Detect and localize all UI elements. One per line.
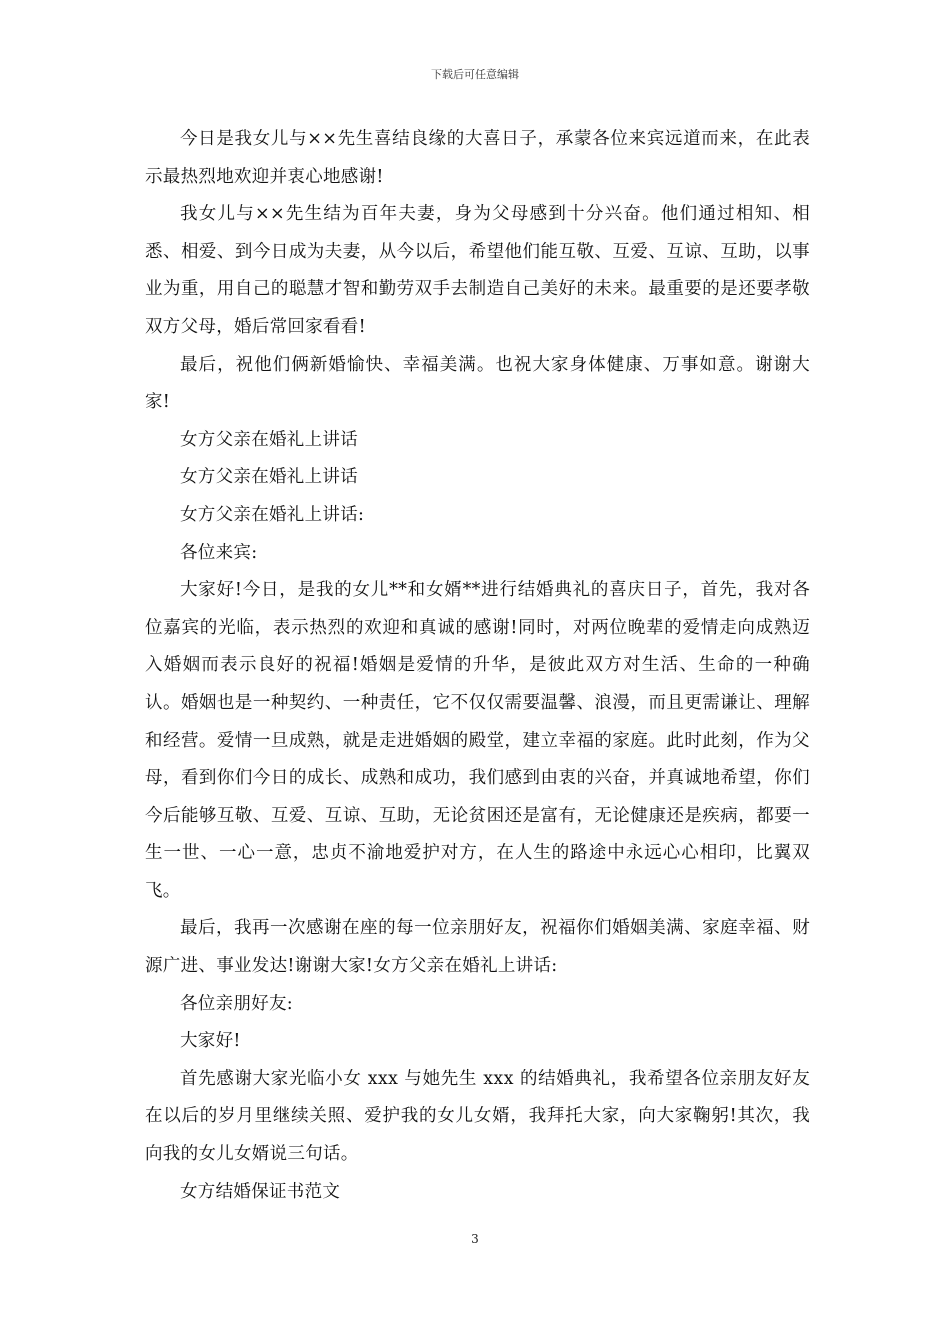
page-number: 3: [471, 1232, 479, 1246]
paragraph: 今日是我女儿与××先生喜结良缘的大喜日子，承蒙各位来宾远道而来，在此表示最热烈地欢迎并衷心地感谢!: [145, 129, 810, 187]
paragraph: 女方结婚保证书范文: [180, 1181, 341, 1202]
paragraph: 首先感谢大家光临小女 xxx 与她先生 xxx 的结婚典礼，我希望各位亲朋友好友在以后的岁月里继续关照、爱护我的女儿女婿，我拜托大家，向大家鞠躬!其次，我向我的女儿女婿说三句话。: [145, 1068, 810, 1165]
paragraph: 各位来宾:: [180, 542, 258, 563]
paragraph: 女方父亲在婚礼上讲话:: [180, 504, 365, 525]
paragraph: 大家好!今日，是我的女儿**和女婿**进行结婚典礼的喜庆日子，首先，我对各位嘉宾的光临，表示热烈的欢迎和真诚的感谢!同时，对两位晚辈的爱情走向成熟迈入婚姻而表示良好的祝福!婚姻是爱情的升华，是彼此双方对生活、生命的一种确认。婚姻也是一种契约、一种责任，它不仅仅需要温馨、浪漫，而且更需谦让、理解和经营。爱情一旦成熟，就是走进婚姻的殿堂，建立幸福的家庭。此时此刻，作为父母，看到你们今日的成长、成熟和成功，我们感到由衷的兴奋，并真诚地希望，你们今后能够互敬、互爱、互谅、互助，无论贫困还是富有，无论健康还是疾病，都要一生一世、一心一意，忠贞不渝地爱护对方，在人生的路途中永远心心相印，比翼双飞。: [145, 580, 810, 901]
paragraph: 最后，我再一次感谢在座的每一位亲朋好友，祝福你们婚姻美满、家庭幸福、财源广进、事业发达!谢谢大家!女方父亲在婚礼上讲话:: [145, 918, 810, 977]
paragraph: 大家好!: [180, 1031, 241, 1052]
paragraph: 我女儿与××先生结为百年夫妻，身为父母感到十分兴奋。他们通过相知、相悉、相爱、到今日成为夫妻，从今以后，希望他们能互敬、互爱、互谅、互助，以事业为重，用自己的聪慧才智和勤劳双手去制造自己美好的未来。最重要的是还要孝敬双方父母，婚后常回家看看!: [145, 204, 810, 337]
page-header: 下载后可任意编辑: [431, 68, 519, 81]
paragraph: 女方父亲在婚礼上讲话: [180, 467, 358, 488]
paragraph: 女方父亲在婚礼上讲话: [180, 429, 358, 450]
paragraph: 各位亲朋好友:: [180, 993, 293, 1014]
document-body: [145, 121, 810, 1211]
paragraph: 最后，祝他们俩新婚愉快、幸福美满。也祝大家身体健康、万事如意。谢谢大家!: [145, 354, 810, 413]
